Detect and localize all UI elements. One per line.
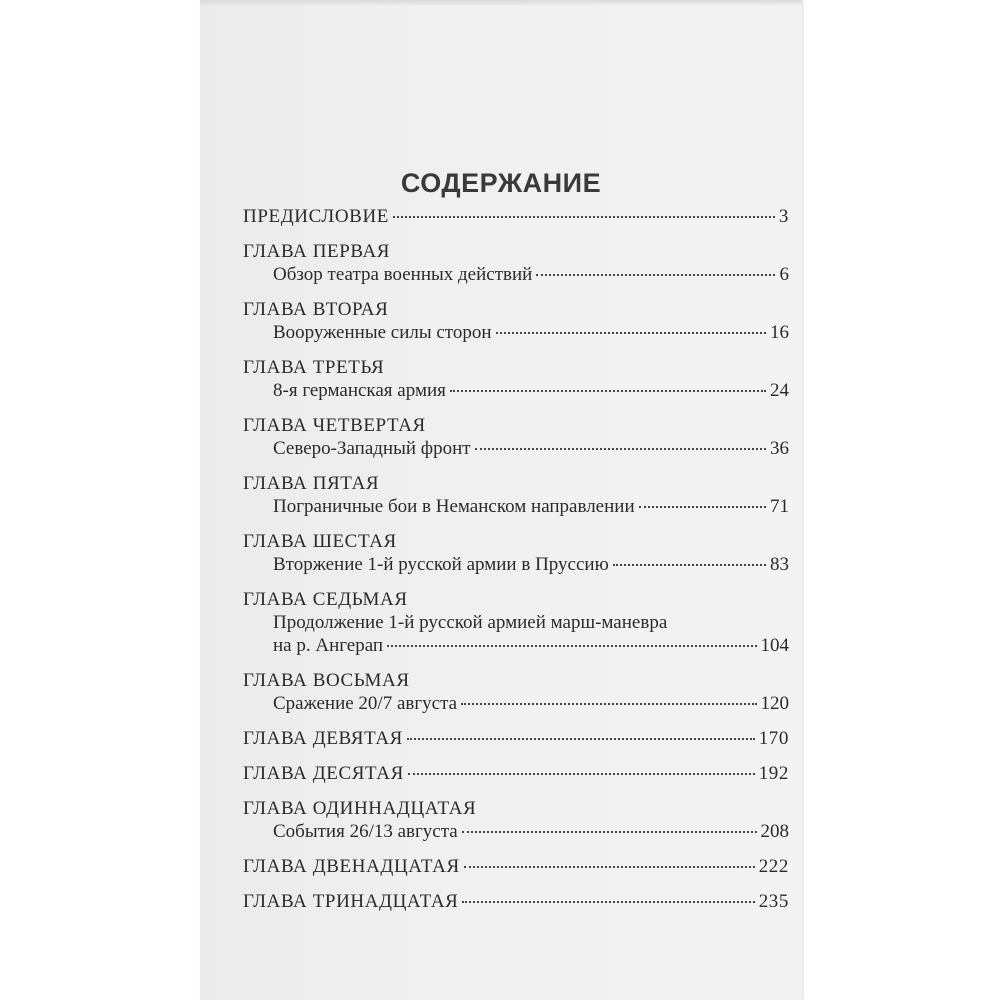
toc-entry — [243, 356, 789, 402]
chapter-heading: ГЛАВА ДЕСЯТАЯ — [243, 763, 404, 784]
chapter-heading: ГЛАВА ДЕВЯТАЯ — [243, 728, 403, 749]
toc-entry — [243, 472, 789, 518]
chapter-heading: ГЛАВА ТРЕТЬЯ — [243, 357, 385, 378]
chapter-heading: ГЛАВА ТРИНАДЦАТАЯ — [243, 891, 459, 912]
page-number: 83 — [770, 554, 789, 575]
chapter-heading: ПРЕДИСЛОВИЕ — [243, 206, 389, 227]
page-number: 71 — [770, 496, 789, 517]
chapter-subtitle: Северо-Западный фронт — [273, 438, 471, 459]
chapter-subtitle: Обзор театра военных действий — [273, 264, 533, 285]
toc-entry — [243, 727, 789, 750]
chapter-subtitle: Пограничные бои в Неманском направлении — [273, 496, 635, 517]
page-number: 3 — [778, 206, 789, 227]
page-number: 104 — [760, 635, 789, 656]
page-number: 120 — [760, 693, 789, 714]
toc-entry — [243, 669, 789, 715]
chapter-subtitle: События 26/13 августа — [273, 821, 458, 842]
page-number: 235 — [758, 891, 789, 912]
table-of-contents — [243, 205, 789, 913]
page-number: 208 — [760, 821, 789, 842]
toc-entry — [243, 762, 789, 785]
dot-leader — [496, 332, 766, 334]
chapter-heading: ГЛАВА ВТОРАЯ — [243, 299, 389, 320]
page-number: 36 — [770, 438, 789, 459]
dot-leader — [450, 390, 766, 392]
page-title: СОДЕРЖАНИЕ — [400, 168, 602, 199]
chapter-heading: ГЛАВА СЕДЬМАЯ — [243, 589, 408, 610]
page-number: 222 — [758, 856, 789, 877]
toc-entry — [243, 205, 789, 228]
dot-leader — [613, 564, 766, 566]
toc-entry — [243, 890, 789, 913]
page-number: 16 — [770, 322, 789, 343]
dot-leader — [387, 645, 756, 647]
dot-leader — [393, 216, 775, 218]
dot-leader — [462, 901, 754, 903]
page-number: 6 — [779, 264, 789, 285]
chapter-subtitle: Сражение 20/7 августа — [273, 693, 458, 714]
page-number: 170 — [758, 728, 789, 749]
chapter-subtitle: 8-я германская армия — [273, 380, 446, 401]
chapter-heading: ГЛАВА ЧЕТВЕРТАЯ — [243, 415, 426, 436]
chapter-subtitle: Вторжение 1-й русской армии в Пруссию — [273, 554, 609, 575]
chapter-heading: ГЛАВА ДВЕНАДЦАТАЯ — [243, 856, 460, 877]
dot-leader — [462, 831, 757, 833]
toc-entry — [243, 414, 789, 460]
toc-entry — [243, 588, 789, 657]
chapter-subtitle: Вооруженные силы сторон — [273, 322, 492, 343]
chapter-heading: ГЛАВА ПЯТАЯ — [243, 473, 380, 494]
dot-leader — [407, 738, 755, 740]
dot-leader — [408, 773, 755, 775]
chapter-heading: ГЛАВА ВОСЬМАЯ — [243, 670, 410, 691]
book-page — [200, 0, 802, 1000]
dot-leader — [536, 274, 775, 276]
dot-leader — [464, 866, 755, 868]
page-number: 24 — [770, 380, 789, 401]
toc-entry — [243, 855, 789, 878]
toc-entry — [243, 797, 789, 843]
toc-entry — [243, 530, 789, 576]
toc-entry — [243, 240, 789, 286]
chapter-heading: ГЛАВА ОДИННАДЦАТАЯ — [243, 798, 477, 819]
chapter-heading: ГЛАВА ПЕРВАЯ — [243, 241, 391, 262]
chapter-heading: ГЛАВА ШЕСТАЯ — [243, 531, 397, 552]
chapter-subtitle: Продолжение 1-й русской армией марш-маневра — [273, 612, 668, 633]
dot-leader — [461, 703, 756, 705]
toc-entry — [243, 298, 789, 344]
chapter-subtitle-continued: на р. Ангерап — [273, 635, 384, 656]
dot-leader — [639, 506, 766, 508]
dot-leader — [475, 448, 766, 450]
page-edge-shadow — [200, 0, 802, 6]
page-number: 192 — [758, 763, 789, 784]
